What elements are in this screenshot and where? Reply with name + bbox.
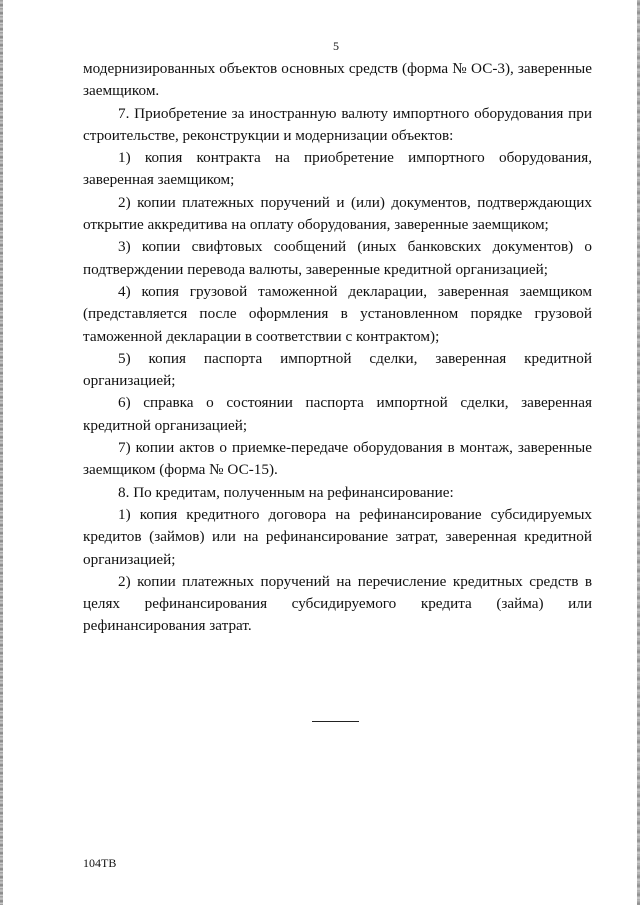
paragraph-item-7-5: 5) копия паспорта импортной сделки, заверенная кредитной организацией; [83, 349, 592, 390]
paragraph-item-7-3: 3) копии свифтовых сообщений (иных банковских документов) о подтверждении перевода валюты, заверенные кредитной организацией; [83, 238, 592, 278]
end-separator-line [312, 721, 359, 722]
paragraph-item-7-4: 4) копия грузовой таможенной декларации, заверенная заемщиком (представляется после оформления в установленном порядке грузовой таможенной декларации в соответствии с контрактом); [83, 282, 592, 345]
paragraph-section-7: 7. Приобретение за иностранную валюту импортного оборудования при строительстве, реконструкции и модернизации объектов: [83, 104, 592, 144]
document-code: 104ТВ [83, 856, 117, 870]
paragraph-item-7-6: 6) справка о состоянии паспорта импортной сделки, заверенная кредитной организацией; [83, 394, 592, 434]
scan-edge-left [0, 0, 3, 905]
paragraph-item-8-2: 2) копии платежных поручений на перечисление кредитных средств в целях рефинансирования субсидируемого кредита (займа) или рефинансирования затрат. [83, 572, 592, 635]
paragraph-continuation: модернизированных объектов основных средств (форма № ОС-3), заверенные заемщиком. [83, 60, 592, 100]
document-body [83, 58, 592, 638]
paragraph-item-7-7: 7) копии актов о приемке-передаче оборудования в монтаж, заверенные заемщиком (форма № ОС-15). [83, 439, 592, 479]
paragraph-item-7-1: 1) копия контракта на приобретение импортного оборудования, заверенная заемщиком; [83, 149, 592, 189]
paragraph-item-8-1: 1) копия кредитного договора на рефинансирование субсидируемых кредитов (займов) или на рефинансирование затрат, заверенная кредитной организацией; [83, 505, 592, 568]
page-number: 5 [333, 39, 339, 53]
paragraph-item-7-2: 2) копии платежных поручений и (или) документов, подтверждающих открытие аккредитива на оплату оборудования, заверенные заемщиком; [83, 193, 592, 234]
paragraph-section-8: 8. По кредитам, полученным на рефинансирование: [118, 483, 454, 501]
